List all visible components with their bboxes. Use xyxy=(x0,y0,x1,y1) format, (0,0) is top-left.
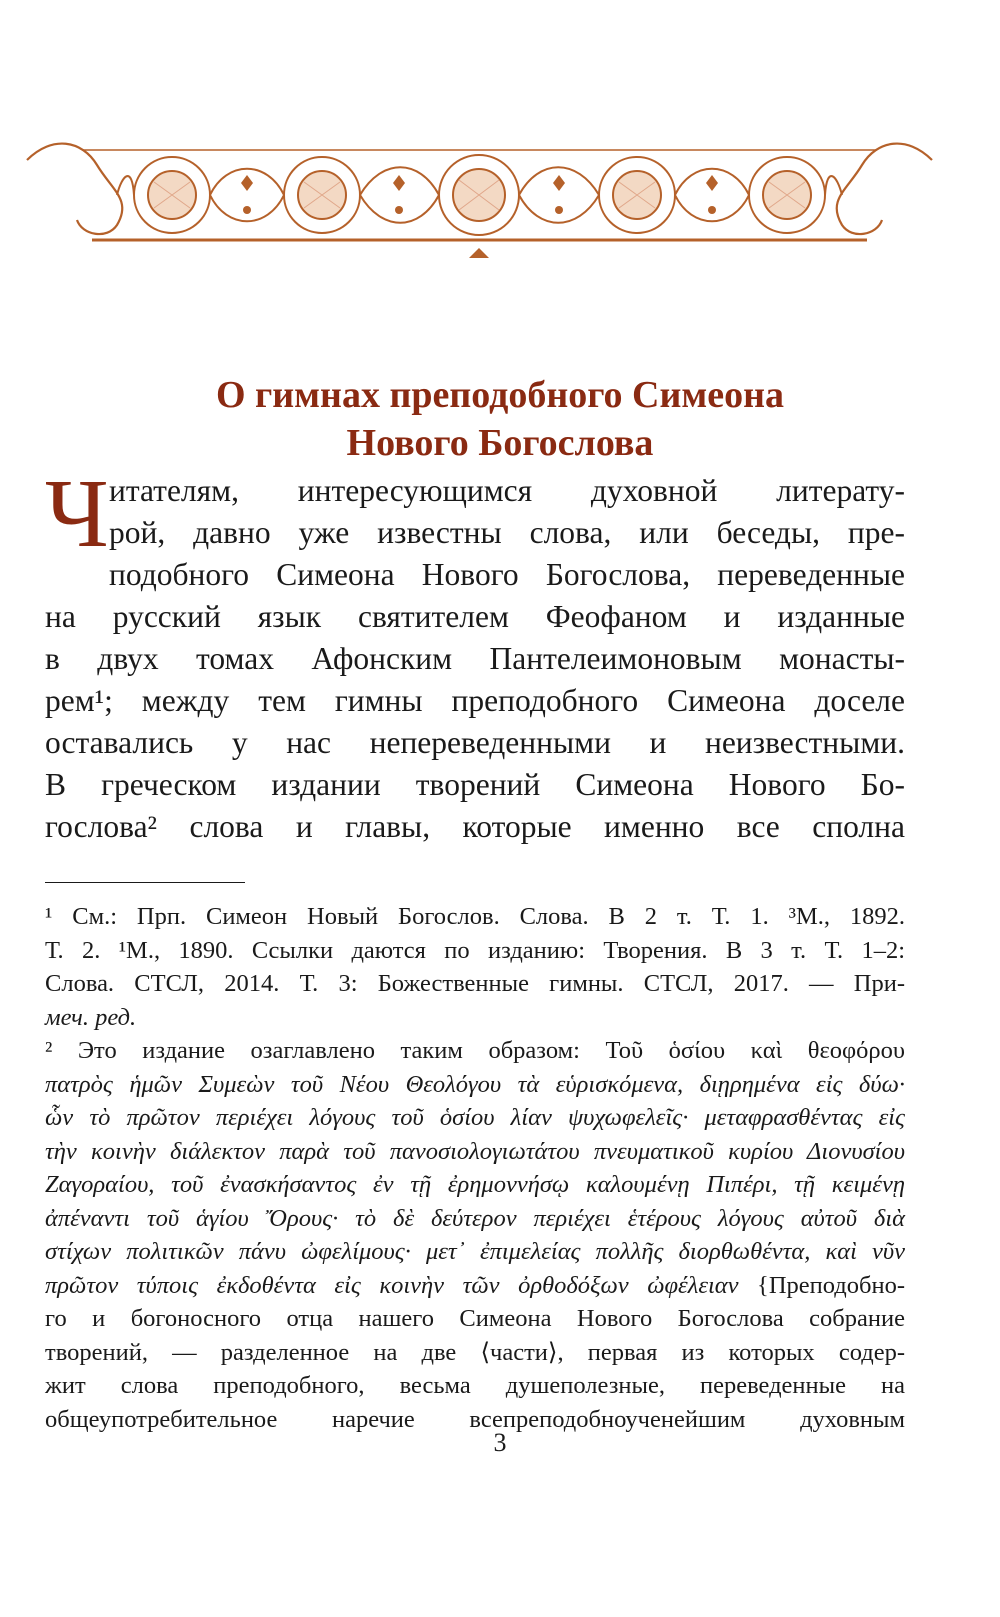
body-line: В греческом издании творений Симеона Нового Бо- xyxy=(45,767,905,802)
body-line: оставались у нас непереведенными и неизвестными. xyxy=(45,725,905,760)
footnote-2-line: ² Это издание озаглавлено таким образом: Τοῦ ὁσίου καὶ θεοφόρου xyxy=(45,1037,905,1064)
footnote-2-greek-line: ἀπέναντι τοῦ ἁγίου Ὄρους· τὸ δὲ δεύτερον περιέχει ἑτέρους λόγους αὐτοῦ διὰ xyxy=(45,1204,905,1232)
footnote-2-line: общеупотребительное наречие всепреподобноученейшим духовным xyxy=(45,1405,905,1433)
footnote-2-mixed-line xyxy=(45,1269,905,1303)
body-line: гослова² слова и главы, которые именно все сполна xyxy=(45,809,905,844)
footnote-divider xyxy=(45,882,245,883)
body-line: рем¹; между тем гимны преподобного Симеона доселе xyxy=(45,683,905,718)
body-line: рой, давно уже известны слова, или беседы, пре- xyxy=(109,515,905,550)
footnote-1-line: Слова. СТСЛ, 2014. Т. 3: Божественные гимны. СТСЛ, 2017. — При- xyxy=(45,970,905,997)
footnote-2-greek-line: τὴν κοινὴν διάλεκτον παρὰ τοῦ πανοσιολογιωτάτου πνευματικοῦ κυρίου Διονυσίου xyxy=(45,1137,905,1165)
chapter-title-line-1: О гимнах преподобного Симеона xyxy=(215,374,785,416)
body-line: итателям, интересующимся духовной литерату- xyxy=(109,473,905,508)
footnotes xyxy=(45,900,905,1436)
body-line: на русский язык святителем Феофаном и изданные xyxy=(45,599,905,634)
body-line: в двух томах Афонским Пантелеимоновым монасты- xyxy=(45,641,905,676)
ornamental-headpiece xyxy=(22,130,937,260)
drop-cap: Ч xyxy=(45,460,109,568)
footnote-1-line: меч. ред. xyxy=(45,1003,137,1031)
footnote-2-line: жит слова преподобного, весьма душеполезные, переведенные на xyxy=(45,1372,905,1399)
vine-ornament-icon xyxy=(22,130,937,260)
chapter-title-line-2: Нового Богослова xyxy=(346,422,654,464)
footnote-1-line: ¹ См.: Прп. Симеон Новый Богослов. Слова. В 2 т. Т. 1. ³М., 1892. xyxy=(45,903,905,930)
page-number: 3 xyxy=(493,1428,507,1457)
footnote-2-greek-line: Ζαγοραίου, τοῦ ἐνασκήσαντος ἐν τῇ ἐρημοννήσῳ καλουμένῃ Πιπέρι, τῇ κειμένῃ xyxy=(45,1171,905,1198)
footnote-2-greek-line: πατρὸς ἡμῶν Συμεὼν τοῦ Νέου Θεολόγου τὰ εὑρισκόμενα, διῃρημένα εἰς δύω· xyxy=(45,1070,905,1098)
footnote-2-greek-line: ὧν τὸ πρῶτον περιέχει λόγους τοῦ ὁσίου λίαν ψυχωφελεῖς· μεταφρασθέντας εἰς xyxy=(45,1104,905,1131)
footnote-2-line: го и богоносного отца нашего Симеона Нового Богослова собрание xyxy=(45,1305,905,1332)
footnote-2-greek-line: στίχων πολιτικῶν πάνυ ὠφελίμους· μετ᾽ ἐπιμελείας πολλῆς διορθωθέντα, καὶ νῦν xyxy=(45,1238,905,1265)
footnote-2-russian-fragment: {Преподобно- xyxy=(738,1271,905,1299)
footnote-2-greek-fragment: πρῶτον τύποις ἐκδοθέντα εἰς κοινὴν τῶν ὀρθοδόξων ὠφέλειαν xyxy=(45,1271,739,1299)
body-line: подобного Симеона Нового Богослова, переведенные xyxy=(109,557,905,592)
body-text xyxy=(45,460,905,848)
footnote-1-line: Т. 2. ¹М., 1890. Ссылки даются по изданию: Творения. В 3 т. Т. 1–2: xyxy=(45,936,905,964)
footnote-2-line: творений, — разделенное на две ⟨части⟩, первая из которых содер- xyxy=(45,1338,905,1366)
